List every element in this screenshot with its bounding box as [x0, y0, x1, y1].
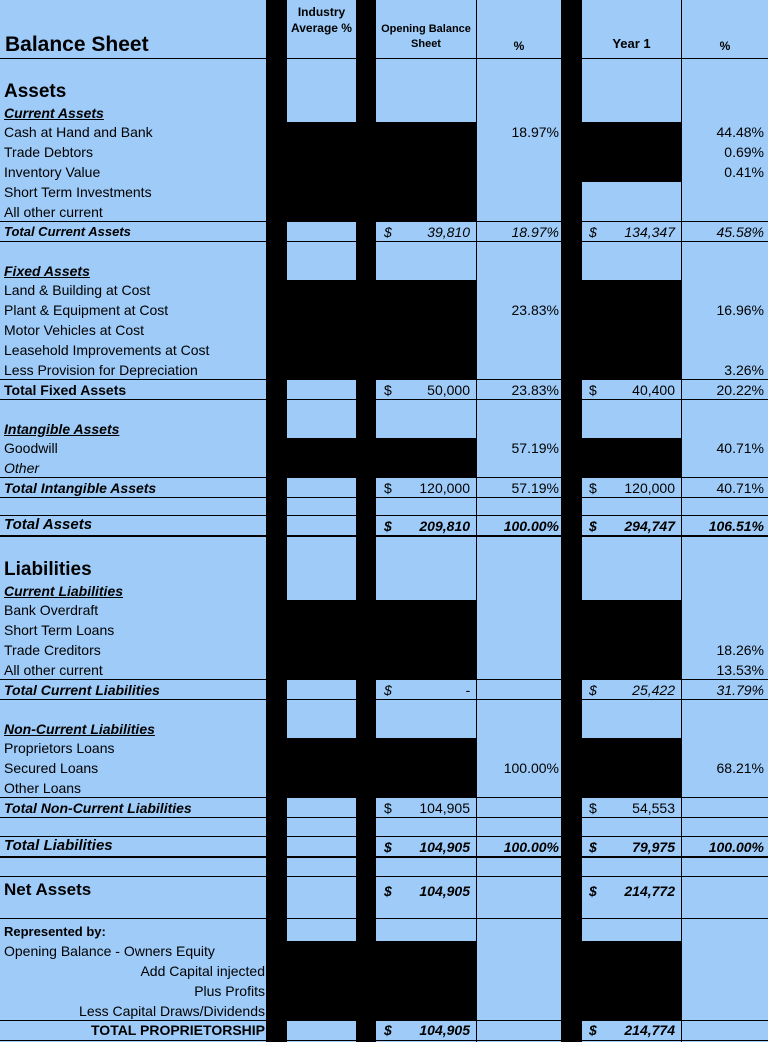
total-current-assets-open-pct: 18.97%: [511, 224, 559, 240]
liabilities-heading: Liabilities: [4, 559, 92, 580]
open-pct: 18.97%: [511, 124, 559, 140]
represented-by-heading: Represented by:: [4, 924, 106, 939]
total-fixed-assets-open: 50,000: [427, 382, 470, 398]
y1-pct: 18.26%: [716, 642, 764, 658]
total-assets-label: Total Assets: [4, 516, 93, 533]
y1-pct: 13.53%: [716, 662, 764, 678]
spacer-col: [356, 0, 376, 1042]
header-industry-average: Industry Average %: [291, 5, 352, 35]
currency: $: [384, 800, 392, 816]
row-label: Short Term Loans: [4, 622, 115, 638]
assets-heading: Assets: [4, 81, 67, 102]
rule: [0, 58, 768, 59]
total-current-liabilities-y1: 25,422: [632, 682, 675, 698]
total-current-liabilities-open: -: [465, 682, 470, 698]
y1-pct: 0.69%: [724, 144, 764, 160]
total-proprietorship-open: 104,905: [419, 1022, 470, 1038]
y1-pct: 3.26%: [724, 362, 764, 378]
total-proprietorship-label: TOTAL PROPRIETORSHIP: [91, 1022, 265, 1038]
current-liabilities-heading: Current Liabilities: [4, 583, 124, 599]
spacer-col: [266, 0, 287, 1042]
row-label: Opening Balance - Owners Equity: [4, 943, 215, 959]
net-assets-open: 104,905: [419, 883, 470, 899]
currency: $: [384, 382, 392, 398]
total-fixed-assets-y1: 40,400: [632, 382, 675, 398]
total-proprietorship-y1: 214,774: [624, 1022, 675, 1038]
y1-pct: 0.41%: [724, 164, 764, 180]
row-label: Land & Building at Cost: [4, 282, 151, 298]
header-open-pct: %: [513, 39, 525, 53]
row-label: Other: [4, 460, 40, 476]
header-year1: Year 1: [612, 36, 651, 51]
rule: [0, 1040, 768, 1041]
open-pct: 23.83%: [511, 302, 559, 318]
total-intangible-y1: 120,000: [624, 480, 675, 496]
header-y1-pct: %: [719, 39, 731, 53]
open-pct: 100.00%: [503, 760, 559, 776]
currency: $: [589, 883, 597, 899]
currency: $: [384, 839, 392, 855]
currency: $: [589, 518, 597, 534]
total-liabilities-open: 104,905: [419, 839, 470, 855]
total-fixed-assets-label: Total Fixed Assets: [4, 382, 127, 398]
total-intangible-y1-pct: 40.71%: [716, 480, 764, 496]
row-label: Leasehold Improvements at Cost: [4, 342, 210, 358]
currency: $: [384, 1022, 392, 1038]
currency: $: [384, 518, 392, 534]
current-assets-heading: Current Assets: [4, 105, 104, 121]
y1-pct: 44.48%: [716, 124, 764, 140]
row-label: Less Capital Draws/Dividends: [79, 1003, 265, 1019]
row-label: Trade Debtors: [4, 144, 93, 160]
row-label: Other Loans: [4, 780, 82, 796]
row-label: Add Capital injected: [140, 963, 265, 979]
row-label: All other current: [4, 662, 103, 678]
total-assets-open-pct: 100.00%: [503, 518, 559, 534]
row-label: Motor Vehicles at Cost: [4, 322, 145, 338]
currency: $: [589, 382, 597, 398]
total-current-assets-open: 39,810: [427, 224, 470, 240]
total-intangible-assets-label: Total Intangible Assets: [4, 480, 157, 496]
currency: $: [589, 800, 597, 816]
header-opening-balance: Opening Balance Sheet: [381, 23, 471, 50]
total-liabilities-y1-pct: 100.00%: [708, 839, 764, 855]
currency: $: [384, 480, 392, 496]
spacer-col: [561, 0, 582, 1042]
row-label: Secured Loans: [4, 760, 99, 776]
total-intangible-open: 120,000: [419, 480, 470, 496]
y1-pct: 68.21%: [716, 760, 764, 776]
total-liabilities-label: Total Liabilities: [4, 837, 113, 854]
total-fixed-assets-open-pct: 23.83%: [511, 382, 559, 398]
noncurrent-liabilities-heading: Non-Current Liabilities: [4, 721, 155, 737]
total-assets-y1-pct: 106.51%: [708, 518, 764, 534]
total-liabilities-y1: 79,975: [632, 839, 675, 855]
currency: $: [589, 1022, 597, 1038]
row-label: Goodwill: [4, 440, 58, 456]
rule: [0, 918, 768, 919]
page-title: Balance Sheet: [5, 33, 149, 56]
y1-pct: 40.71%: [716, 440, 764, 456]
total-fixed-assets-y1-pct: 20.22%: [716, 382, 764, 398]
total-current-liabilities-y1-pct: 31.79%: [716, 682, 764, 698]
row-label: Short Term Investments: [4, 184, 152, 200]
intangible-assets-heading: Intangible Assets: [4, 421, 120, 437]
rule: [0, 876, 768, 877]
total-noncurrent-liabilities-label: Total Non-Current Liabilities: [4, 800, 192, 816]
total-noncurrent-y1: 54,553: [632, 800, 675, 816]
total-current-assets-y1-pct: 45.58%: [716, 224, 764, 240]
fixed-assets-heading: Fixed Assets: [4, 263, 90, 279]
row-label: Less Provision for Depreciation: [4, 362, 198, 378]
net-assets-y1: 214,772: [624, 883, 675, 899]
net-assets-label: Net Assets: [4, 880, 92, 899]
total-intangible-open-pct: 57.19%: [511, 480, 559, 496]
currency: $: [589, 682, 597, 698]
total-current-assets-y1: 134,347: [624, 224, 675, 240]
open-pct: 57.19%: [511, 440, 559, 456]
row-label: Cash at Hand and Bank: [4, 124, 153, 140]
row-label: Inventory Value: [4, 164, 101, 180]
currency: $: [589, 480, 597, 496]
row-label: Plant & Equipment at Cost: [4, 302, 169, 318]
row-label: Bank Overdraft: [4, 602, 99, 618]
total-liabilities-open-pct: 100.00%: [503, 839, 559, 855]
currency: $: [384, 682, 392, 698]
row-label: All other current: [4, 204, 103, 220]
currency: $: [384, 883, 392, 899]
total-noncurrent-open: 104,905: [419, 800, 470, 816]
row-label: Plus Profits: [194, 983, 265, 999]
y1-pct: 16.96%: [716, 302, 764, 318]
total-assets-open: 209,810: [419, 518, 470, 534]
total-assets-y1: 294,747: [624, 518, 675, 534]
currency: $: [589, 839, 597, 855]
total-current-liabilities-label: Total Current Liabilities: [4, 682, 160, 698]
currency: $: [589, 224, 597, 240]
total-current-assets-label: Total Current Assets: [4, 224, 131, 239]
currency: $: [384, 224, 392, 240]
row-label: Trade Creditors: [4, 642, 101, 658]
row-label: Proprietors Loans: [4, 740, 115, 756]
